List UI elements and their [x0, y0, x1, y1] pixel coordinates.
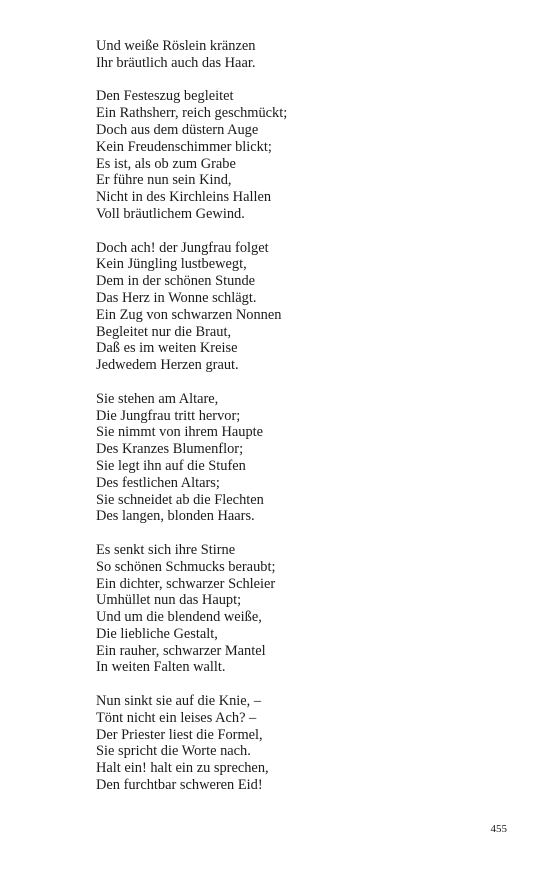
verse-line: Halt ein! halt ein zu sprechen, [96, 760, 269, 777]
stanza [96, 391, 496, 525]
verse-line: Kein Freudenschimmer blickt; [96, 138, 272, 155]
stanza [96, 88, 496, 222]
stanza [96, 240, 496, 374]
poem-text [96, 38, 496, 811]
verse-line: Jedwedem Herzen graut. [96, 357, 239, 374]
verse-line: Des langen, blonden Haars. [96, 508, 255, 525]
stanza [96, 542, 496, 676]
verse-line: Begleitet nur die Braut, [96, 323, 232, 340]
verse-line: Die liebliche Gestalt, [96, 625, 218, 642]
verse-line: Dem in der schönen Stunde [96, 273, 256, 290]
verse-line: Sie spricht die Worte nach. [96, 743, 251, 760]
verse-line: Des festlichen Altars; [96, 474, 220, 491]
verse-line: Den furchtbar schweren Eid! [96, 777, 263, 794]
verse-line: Es senkt sich ihre Stirne [96, 541, 236, 558]
verse-line: Sie schneidet ab die Flechten [96, 491, 264, 508]
verse-line: Doch aus dem düstern Auge [96, 121, 259, 138]
verse-line: Nun sinkt sie auf die Knie, – [96, 693, 262, 710]
verse-line: Ihr bräutlich auch das Haar. [96, 54, 256, 71]
verse-line: In weiten Falten wallt. [96, 659, 226, 676]
verse-line: Und weiße Röslein kränzen [96, 38, 256, 54]
verse-line: Das Herz in Wonne schlägt. [96, 289, 257, 306]
verse-line: Und um die blendend weiße, [96, 609, 262, 626]
verse-line: Sie nimmt von ihrem Haupte [96, 424, 264, 441]
verse-line: Kein Jüngling lustbewegt, [96, 256, 247, 273]
verse-line: Er führe nun sein Kind, [96, 172, 232, 189]
verse-line: Voll bräutlichem Gewind. [96, 205, 245, 222]
verse-line: Die Jungfrau tritt hervor; [96, 407, 241, 424]
verse-line: Tönt nicht ein leises Ach? – [96, 709, 257, 726]
verse-line: Ein Zug von schwarzen Nonnen [96, 306, 282, 323]
verse-line: So schönen Schmucks beraubt; [96, 558, 276, 575]
verse-line: Des Kranzes Blumenflor; [96, 441, 244, 458]
verse-line: Ein dichter, schwarzer Schleier [96, 575, 276, 592]
verse-line: Der Priester liest die Formel, [96, 726, 263, 743]
stanza [96, 38, 496, 72]
stanza [96, 693, 496, 794]
verse-line: Daß es im weiten Kreise [96, 340, 238, 357]
verse-line: Ein rauher, schwarzer Mantel [96, 642, 266, 659]
verse-line: Doch ach! der Jungfrau folget [96, 239, 269, 256]
verse-line: Nicht in des Kirchleins Hallen [96, 189, 272, 206]
verse-line: Den Festeszug begleitet [96, 88, 234, 105]
verse-line: Sie stehen am Altare, [96, 390, 219, 407]
verse-line: Sie legt ihn auf die Stufen [96, 457, 246, 474]
verse-line: Es ist, als ob zum Grabe [96, 155, 236, 172]
verse-line: Umhüllet nun das Haupt; [96, 592, 242, 609]
page-number: 455 [490, 823, 507, 835]
verse-line: Ein Rathsherr, reich geschmückt; [96, 105, 288, 122]
